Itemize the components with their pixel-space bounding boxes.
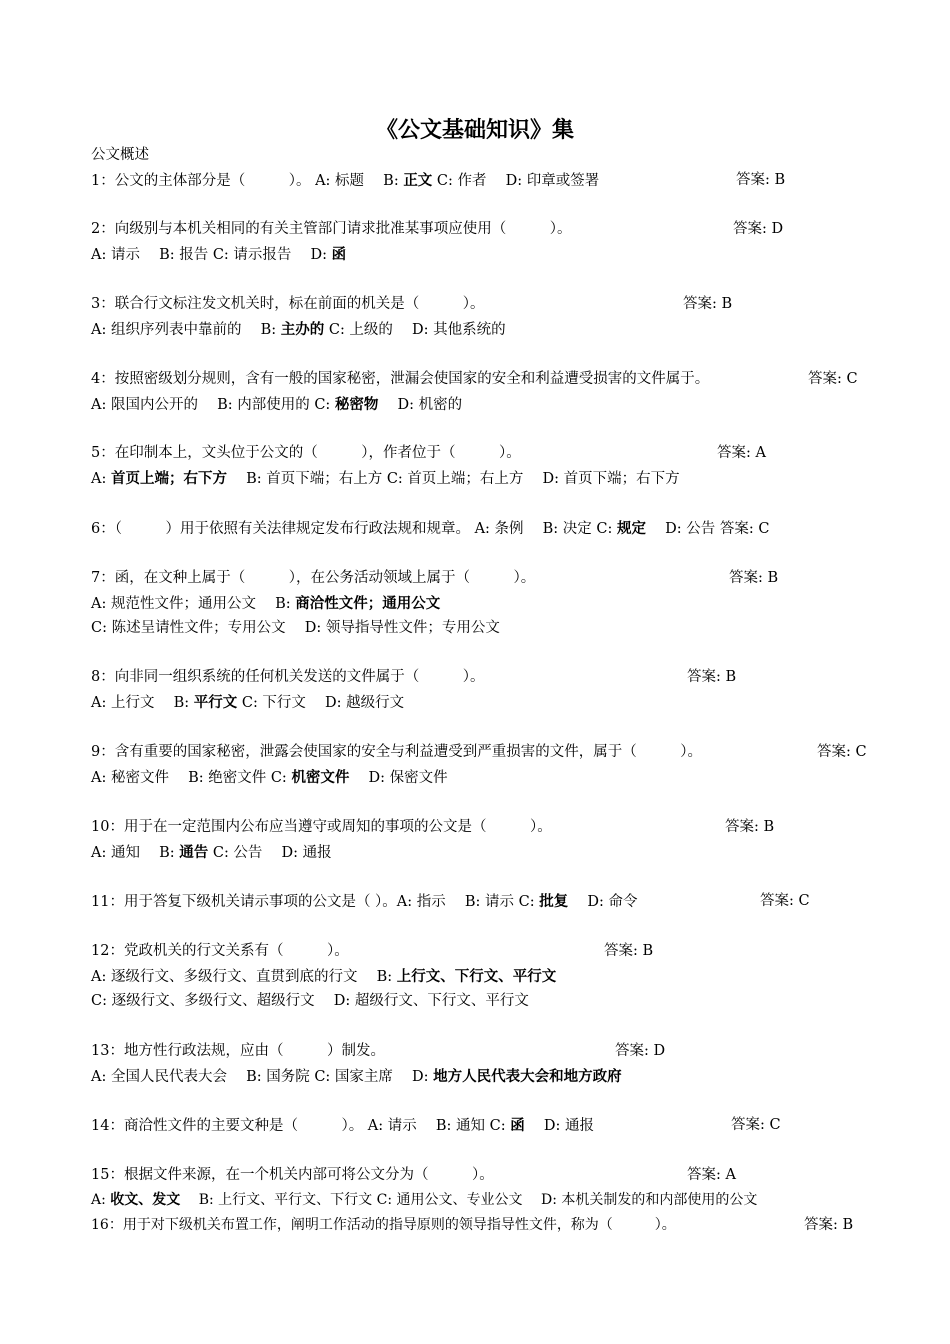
correct-option: 地方人民代表大会和地方政府 [433,1068,622,1085]
answer-10: 答案: B [725,819,775,835]
options-7a: A: 规范性文件；通用公文 B: 商洽性文件；通用公文 [91,595,441,612]
question-11: 11：用于答复下级机关请示事项的公文是（ ）。A: 指示 B: 请示 C: 批复 D: 命令 [91,893,638,910]
answer-11: 答案: C [760,893,810,909]
options-10: A: 通知 B: 通告 C: 公告 D: 通报 [91,844,332,861]
correct-option: 函 [331,246,347,263]
question-13: 13：地方性行政法规，应由（ ）制发。 [91,1043,385,1059]
answer-16: 答案: B [804,1217,854,1233]
question-6: 6：（ ）用于依照有关法律规定发布行政法规和规章。 A: 条例 B: 决定 C: 规定 D: 公告 答案: C [91,520,770,537]
question-12: 12：党政机关的行文关系有（ ）。 [91,943,349,959]
answer-12: 答案: B [604,943,654,959]
correct-option: 平行文 [193,694,238,711]
options-8: A: 上行文 B: 平行文 C: 下行文 D: 越级行文 [91,694,405,711]
question-8: 8：向非同一组织系统的任何机关发送的文件属于（ ）。 [91,669,485,685]
answer-7: 答案: B [729,570,779,586]
answer-2: 答案: D [733,221,784,237]
question-15: 15：根据文件来源，在一个机关内部可将公文分为（ ）。 [91,1167,494,1183]
options-9: A: 秘密文件 B: 绝密文件 C: 机密文件 D: 保密文件 [91,769,448,786]
correct-option: 上行文、下行文、平行文 [396,968,557,985]
options-15: A: 收文、发文 B: 上行文、平行文、下行文 C: 通用公文、专业公文 D: 本机关制发的和内部使用的公文 [91,1192,758,1208]
correct-option: 正文 [403,172,433,189]
answer-14: 答案: C [731,1117,781,1133]
question-5: 5：在印制本上，文头位于公文的（ ），作者位于（ ）。 [91,445,521,461]
answer-4: 答案: C [808,371,858,387]
options-12a: A: 逐级行文、多级行文、直贯到底的行文 B: 上行文、下行文、平行文 [91,968,557,985]
document-title: 《公文基础知识》集 [375,117,574,143]
question-1: 1：公文的主体部分是（ ）。 A: 标题 B: 正文 C: 作者 D: 印章或签署 [91,172,600,189]
question-7: 7：函，在文种上属于（ ），在公务活动领域上属于（ ）。 [91,570,536,586]
options-13: A: 全国人民代表大会 B: 国务院 C: 国家主席 D: 地方人民代表大会和地方政府 [91,1068,622,1085]
options-2: A: 请示 B: 报告 C: 请示报告 D: 函 [91,246,347,263]
options-12b: C: 逐级行文、多级行文、超级行文 D: 超级行文、下行文、平行文 [91,993,529,1009]
question-10: 10：用于在一定范围内公布应当遵守或周知的事项的公文是（ ）。 [91,819,552,835]
answer-3: 答案: B [683,296,733,312]
question-2: 2：向级别与本机关相同的有关主管部门请求批准某事项应使用（ ）。 [91,221,572,237]
answer-8: 答案: B [687,669,737,685]
answer-1: 答案: B [736,172,786,188]
correct-option: 函 [510,1117,525,1134]
correct-option: 首页上端；右下方 [110,470,227,487]
correct-option: 规定 [617,520,647,537]
answer-13: 答案: D [615,1043,666,1059]
correct-option: 批复 [539,893,569,910]
section-heading: 公文概述 [91,147,149,163]
question-16: 16：用于对下级机关布置工作，阐明工作活动的指导原则的领导指导性文件，称为（ ）。 [91,1217,676,1233]
answer-6: 答案: C [719,521,770,537]
correct-option: 机密文件 [291,769,350,786]
question-9: 9：含有重要的国家秘密，泄露会使国家的安全与利益遭受到严重损害的文件，属于（ ）。 [91,744,702,760]
question-3: 3：联合行文标注发文机关时，标在前面的机关是（ ）。 [91,296,485,312]
correct-option: 主办的 [280,321,325,338]
correct-option: 收文、发文 [110,1192,181,1208]
question-14: 14：商洽性文件的主要文种是（ ）。 A: 请示 B: 通知 C: 函 D: 通报 [91,1117,594,1134]
options-4: A: 限国内公开的 B: 内部使用的 C: 秘密物 D: 机密的 [91,396,463,413]
correct-option: 秘密物 [334,396,379,413]
correct-option: 通告 [179,844,209,861]
options-7b: C: 陈述呈请性文件；专用公文 D: 领导指导性文件；专用公文 [91,620,500,636]
correct-option: 商洽性文件；通用公文 [295,595,441,612]
options-3: A: 组织序列表中靠前的 B: 主办的 C: 上级的 D: 其他系统的 [91,321,506,338]
options-5: A: 首页上端；右下方 B: 首页下端；右上方 C: 首页上端；右上方 D: 首页下端；右下方 [91,470,680,487]
answer-9: 答案: C [817,744,867,760]
question-4: 4：按照密级划分规则，含有一般的国家秘密，泄漏会使国家的安全和利益遭受损害的文件属于。 [91,371,710,387]
answer-5: 答案: A [717,445,766,461]
answer-15: 答案: A [687,1167,736,1183]
